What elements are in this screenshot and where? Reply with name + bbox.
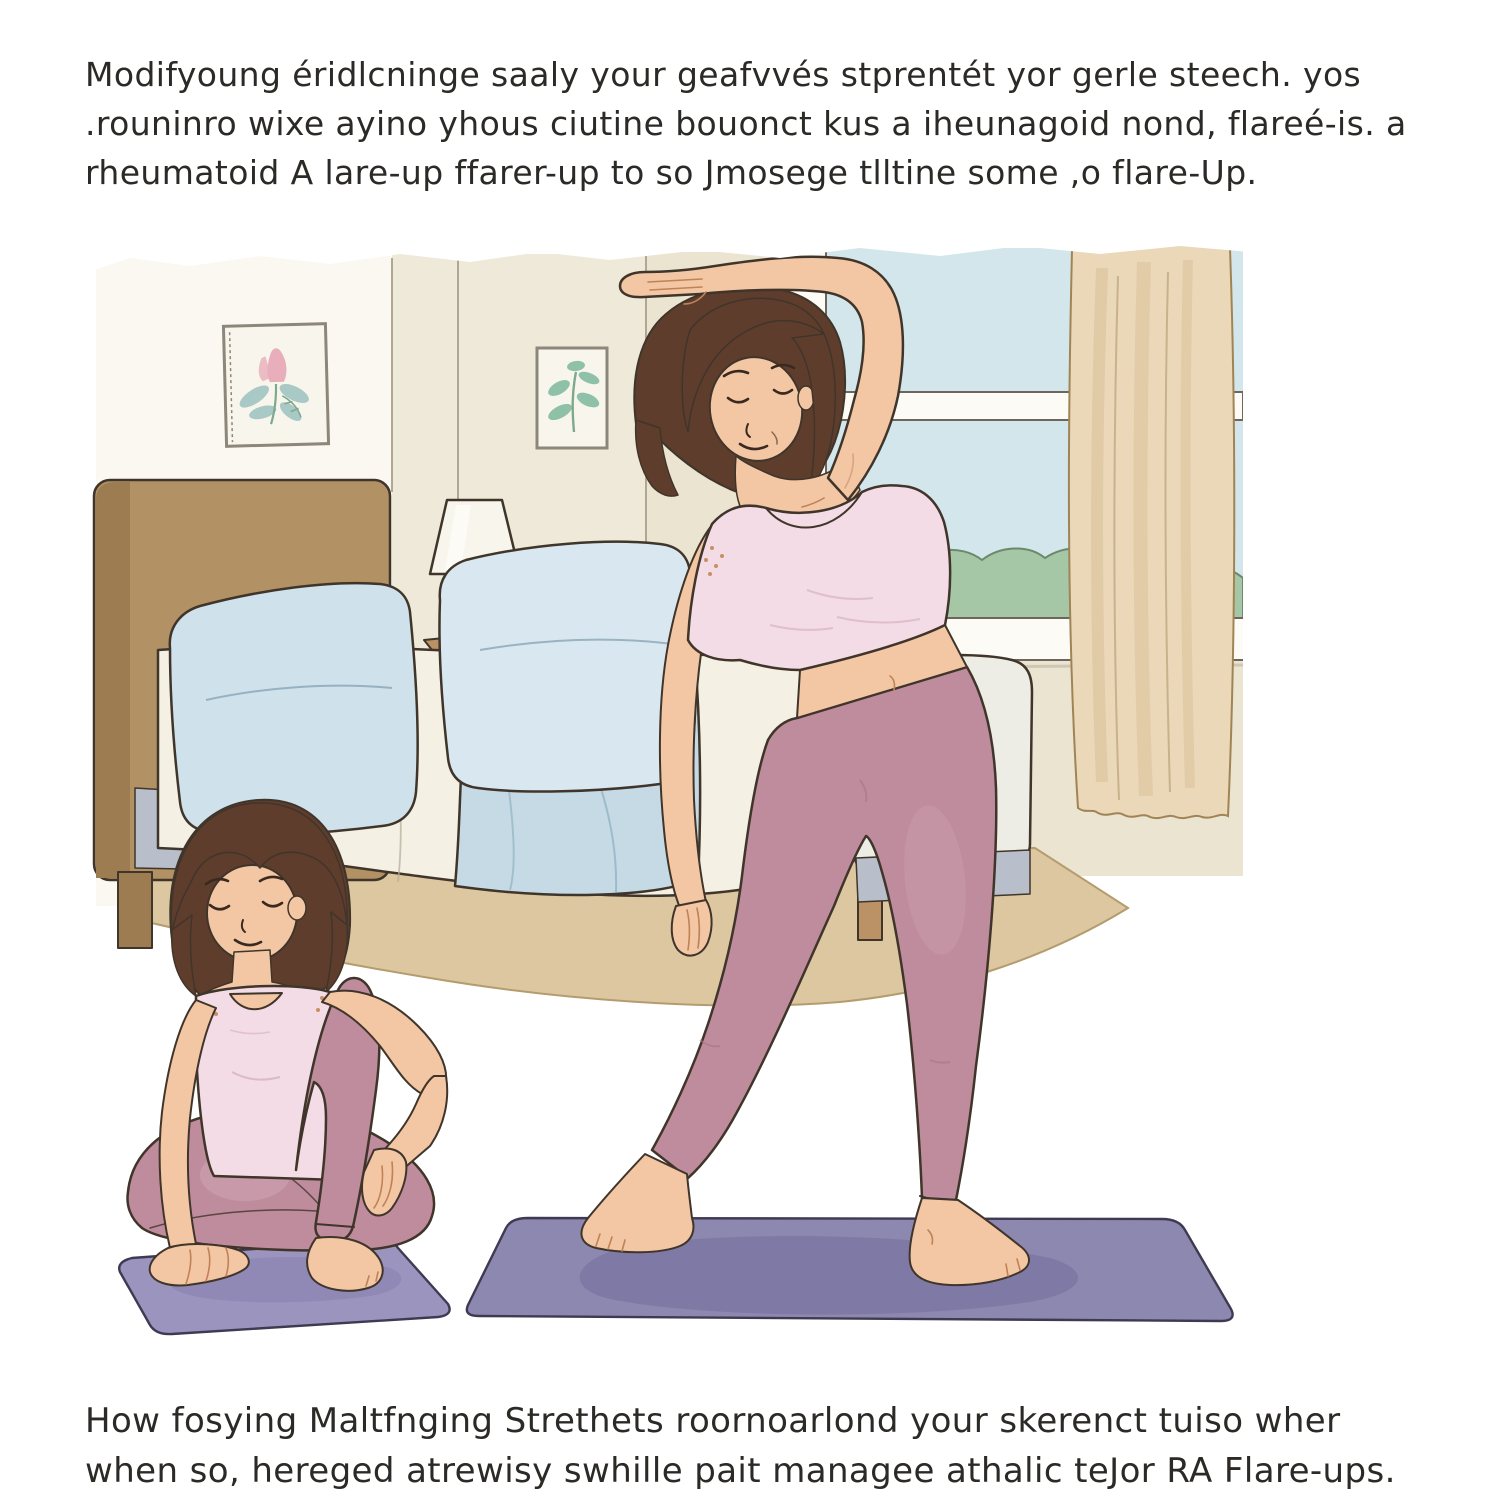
standing-left-hand — [672, 900, 712, 956]
curtain — [1069, 244, 1234, 818]
caption-bottom-line-2: when so, hereged atrewisy swhille pait managee athalic teJor RA Flare-ups. — [85, 1451, 1396, 1491]
framed-art-flower — [223, 324, 328, 447]
seated-ear — [288, 896, 306, 920]
bed-leg — [858, 896, 882, 940]
caption-bottom — [85, 1396, 1445, 1496]
caption-top-line-3: rheumatoid A lare-up ffarer-up to so Jmosege tlltine some ,o flare-Up. — [85, 153, 1258, 192]
caption-bottom-line-1: How fosying Maltfnging Strethets roornoarlond your skerenct tuiso wher — [85, 1401, 1341, 1441]
framed-art-branch — [537, 348, 607, 448]
headboard-leg — [118, 872, 152, 948]
caption-top-line-1: Modifyoung éridlcninge saaly your geafvvés stprentét yor gerle steech. yos — [85, 55, 1362, 94]
caption-top-line-2: .rouninro wixe ayino yhous ciutine bouonct kus a iheunagoid nond, flareé-is. a — [85, 104, 1407, 143]
standing-right-foot — [910, 1198, 1029, 1285]
